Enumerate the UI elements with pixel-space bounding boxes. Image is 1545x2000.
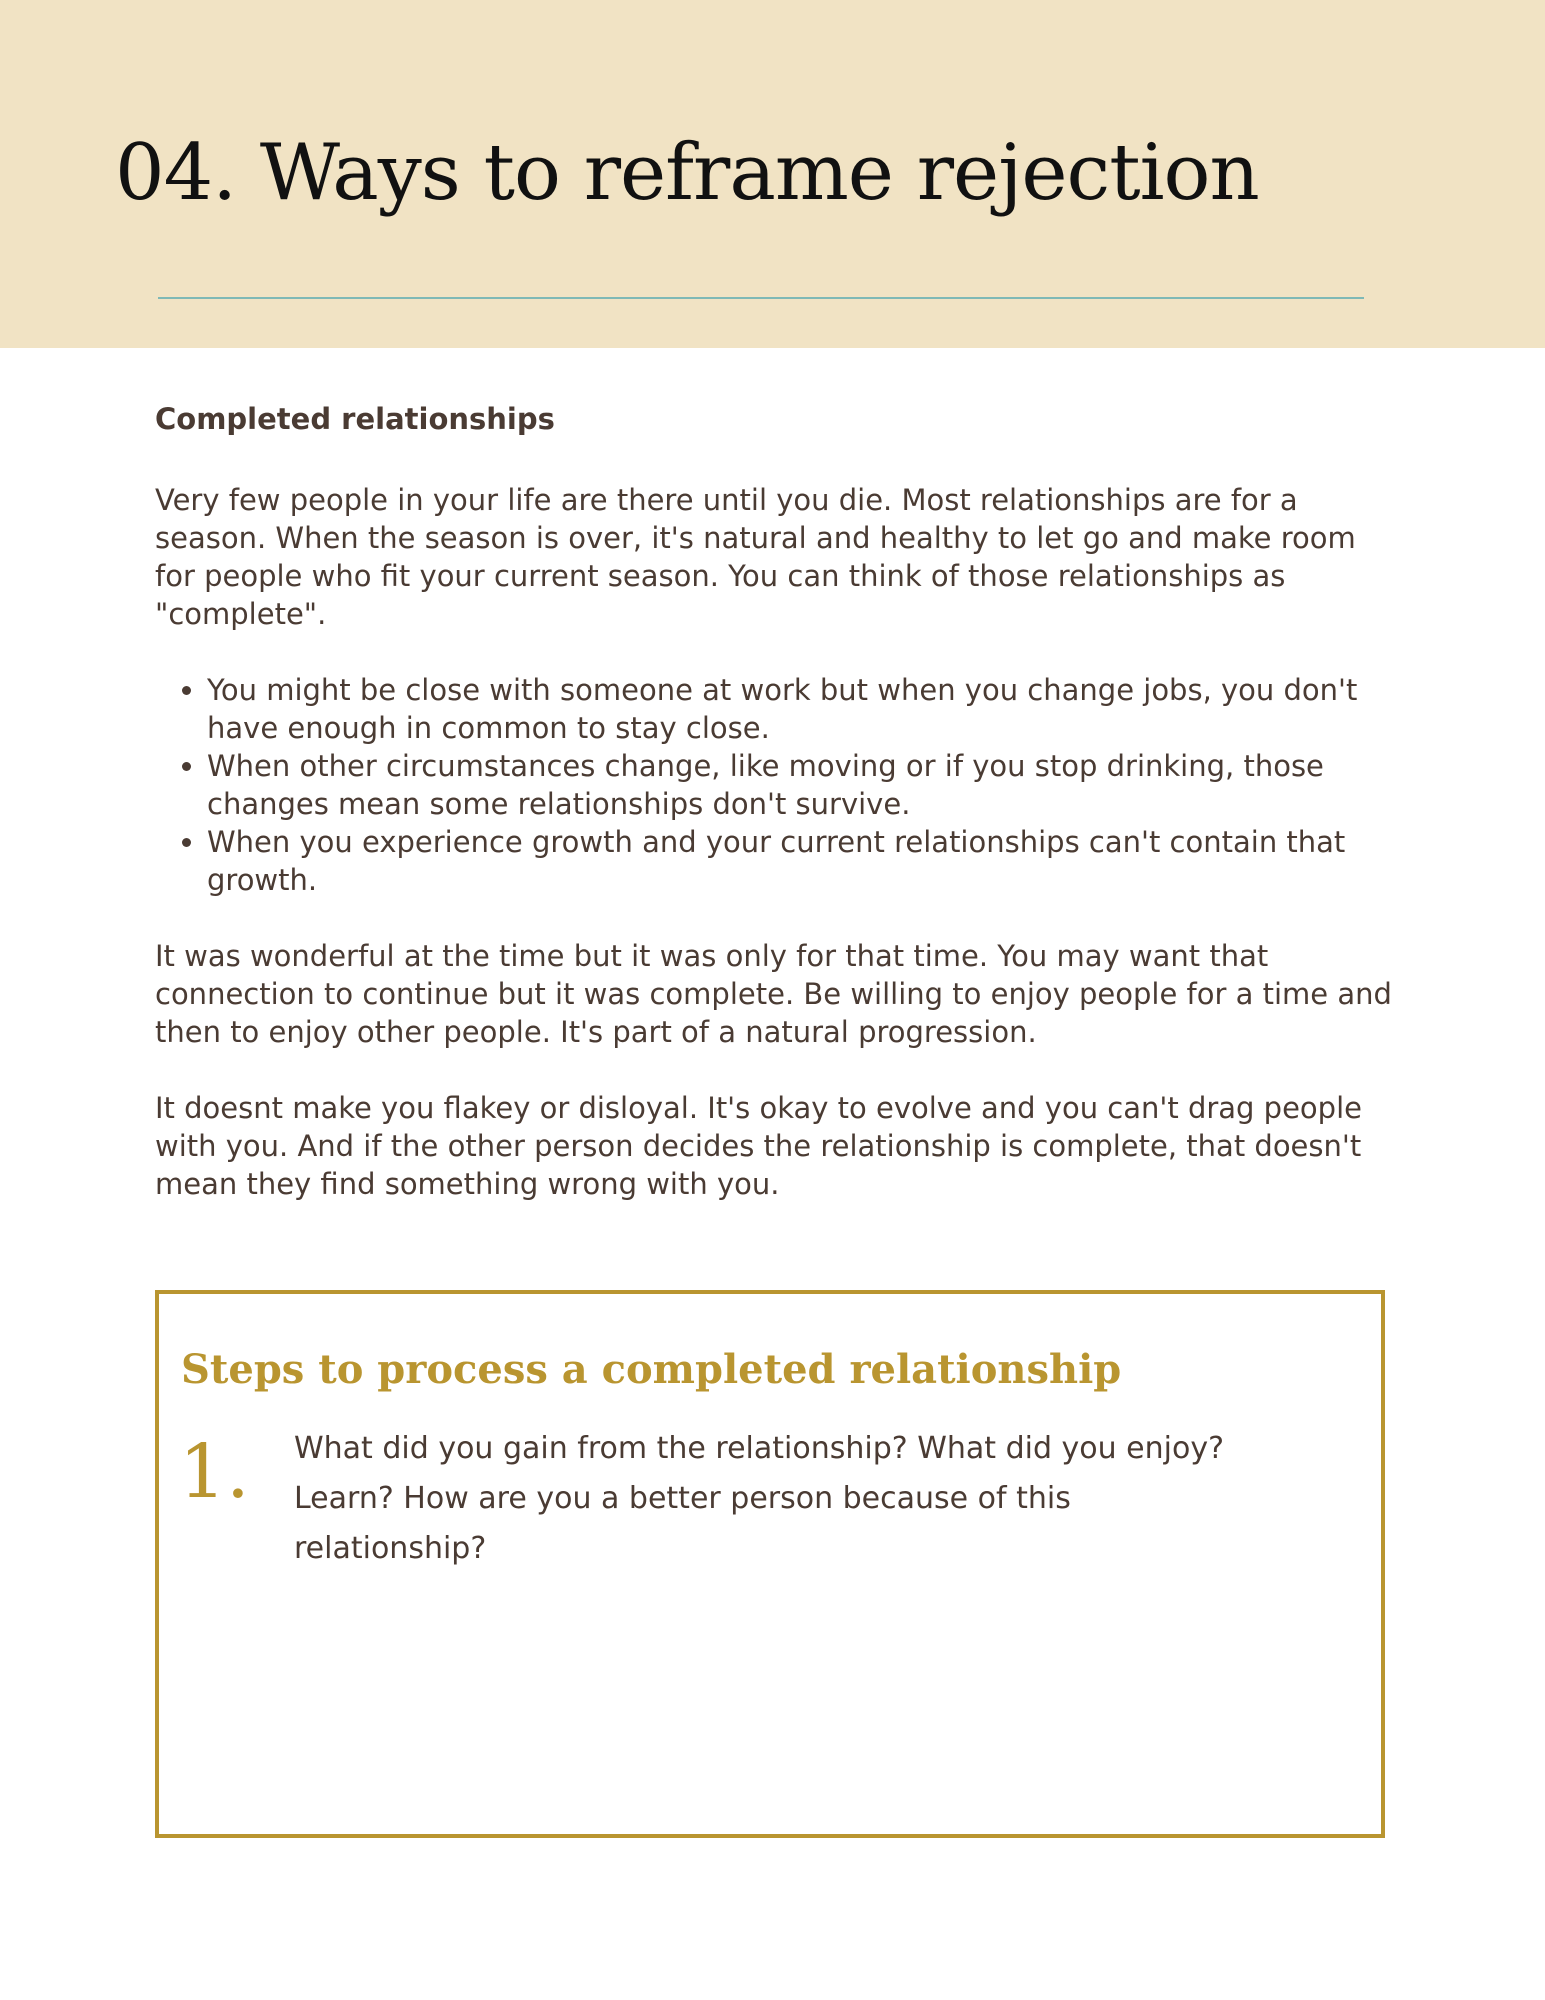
body-paragraph: It doesnt make you flakey or disloyal. It's okay to evolve and you can't drag people with you. And if the other person decides the relationship is complete, that doesn't mean they find something wrong with you. [155, 1091, 1362, 1201]
step-number: 1. [179, 1429, 250, 1515]
bullet-item: • You might be close with someone at work but when you change jobs, you don't have enough in common to stay close. [207, 671, 1395, 747]
intro-paragraph: Very few people in your life are there until you die. Most relationships are for a season. When the season is over, it's natural and healthy to let go and make room for people who fit your current season. You can think of those relationships as "complete". [155, 483, 1356, 631]
steps-title: Steps to process a completed relationship [181, 1346, 1122, 1393]
page-title: 04. Ways to reframe rejection [115, 128, 1259, 218]
bullet-item: • When you experience growth and your current relationships can't contain that growth. [207, 823, 1395, 899]
header-band [0, 0, 1545, 348]
bullet-item: • When other circumstances change, like moving or if you stop drinking, those changes mean some relationships don't survive. [207, 747, 1395, 823]
header-divider [158, 297, 1364, 299]
steps-box [155, 1290, 1385, 1838]
main-content [155, 395, 1395, 1241]
step-text: What did you gain from the relationship? What did you enjoy? Learn? How are you a better person because of this relationship? [294, 1431, 1225, 1566]
bullet-list [155, 671, 1395, 899]
body-paragraph: It was wonderful at the time but it was only for that time. You may want that connection to continue but it was complete. Be willing to enjoy people for a time and then to enjoy other people. It's part of a natural progression. [155, 939, 1392, 1049]
section-heading: Completed relationships [155, 402, 555, 436]
